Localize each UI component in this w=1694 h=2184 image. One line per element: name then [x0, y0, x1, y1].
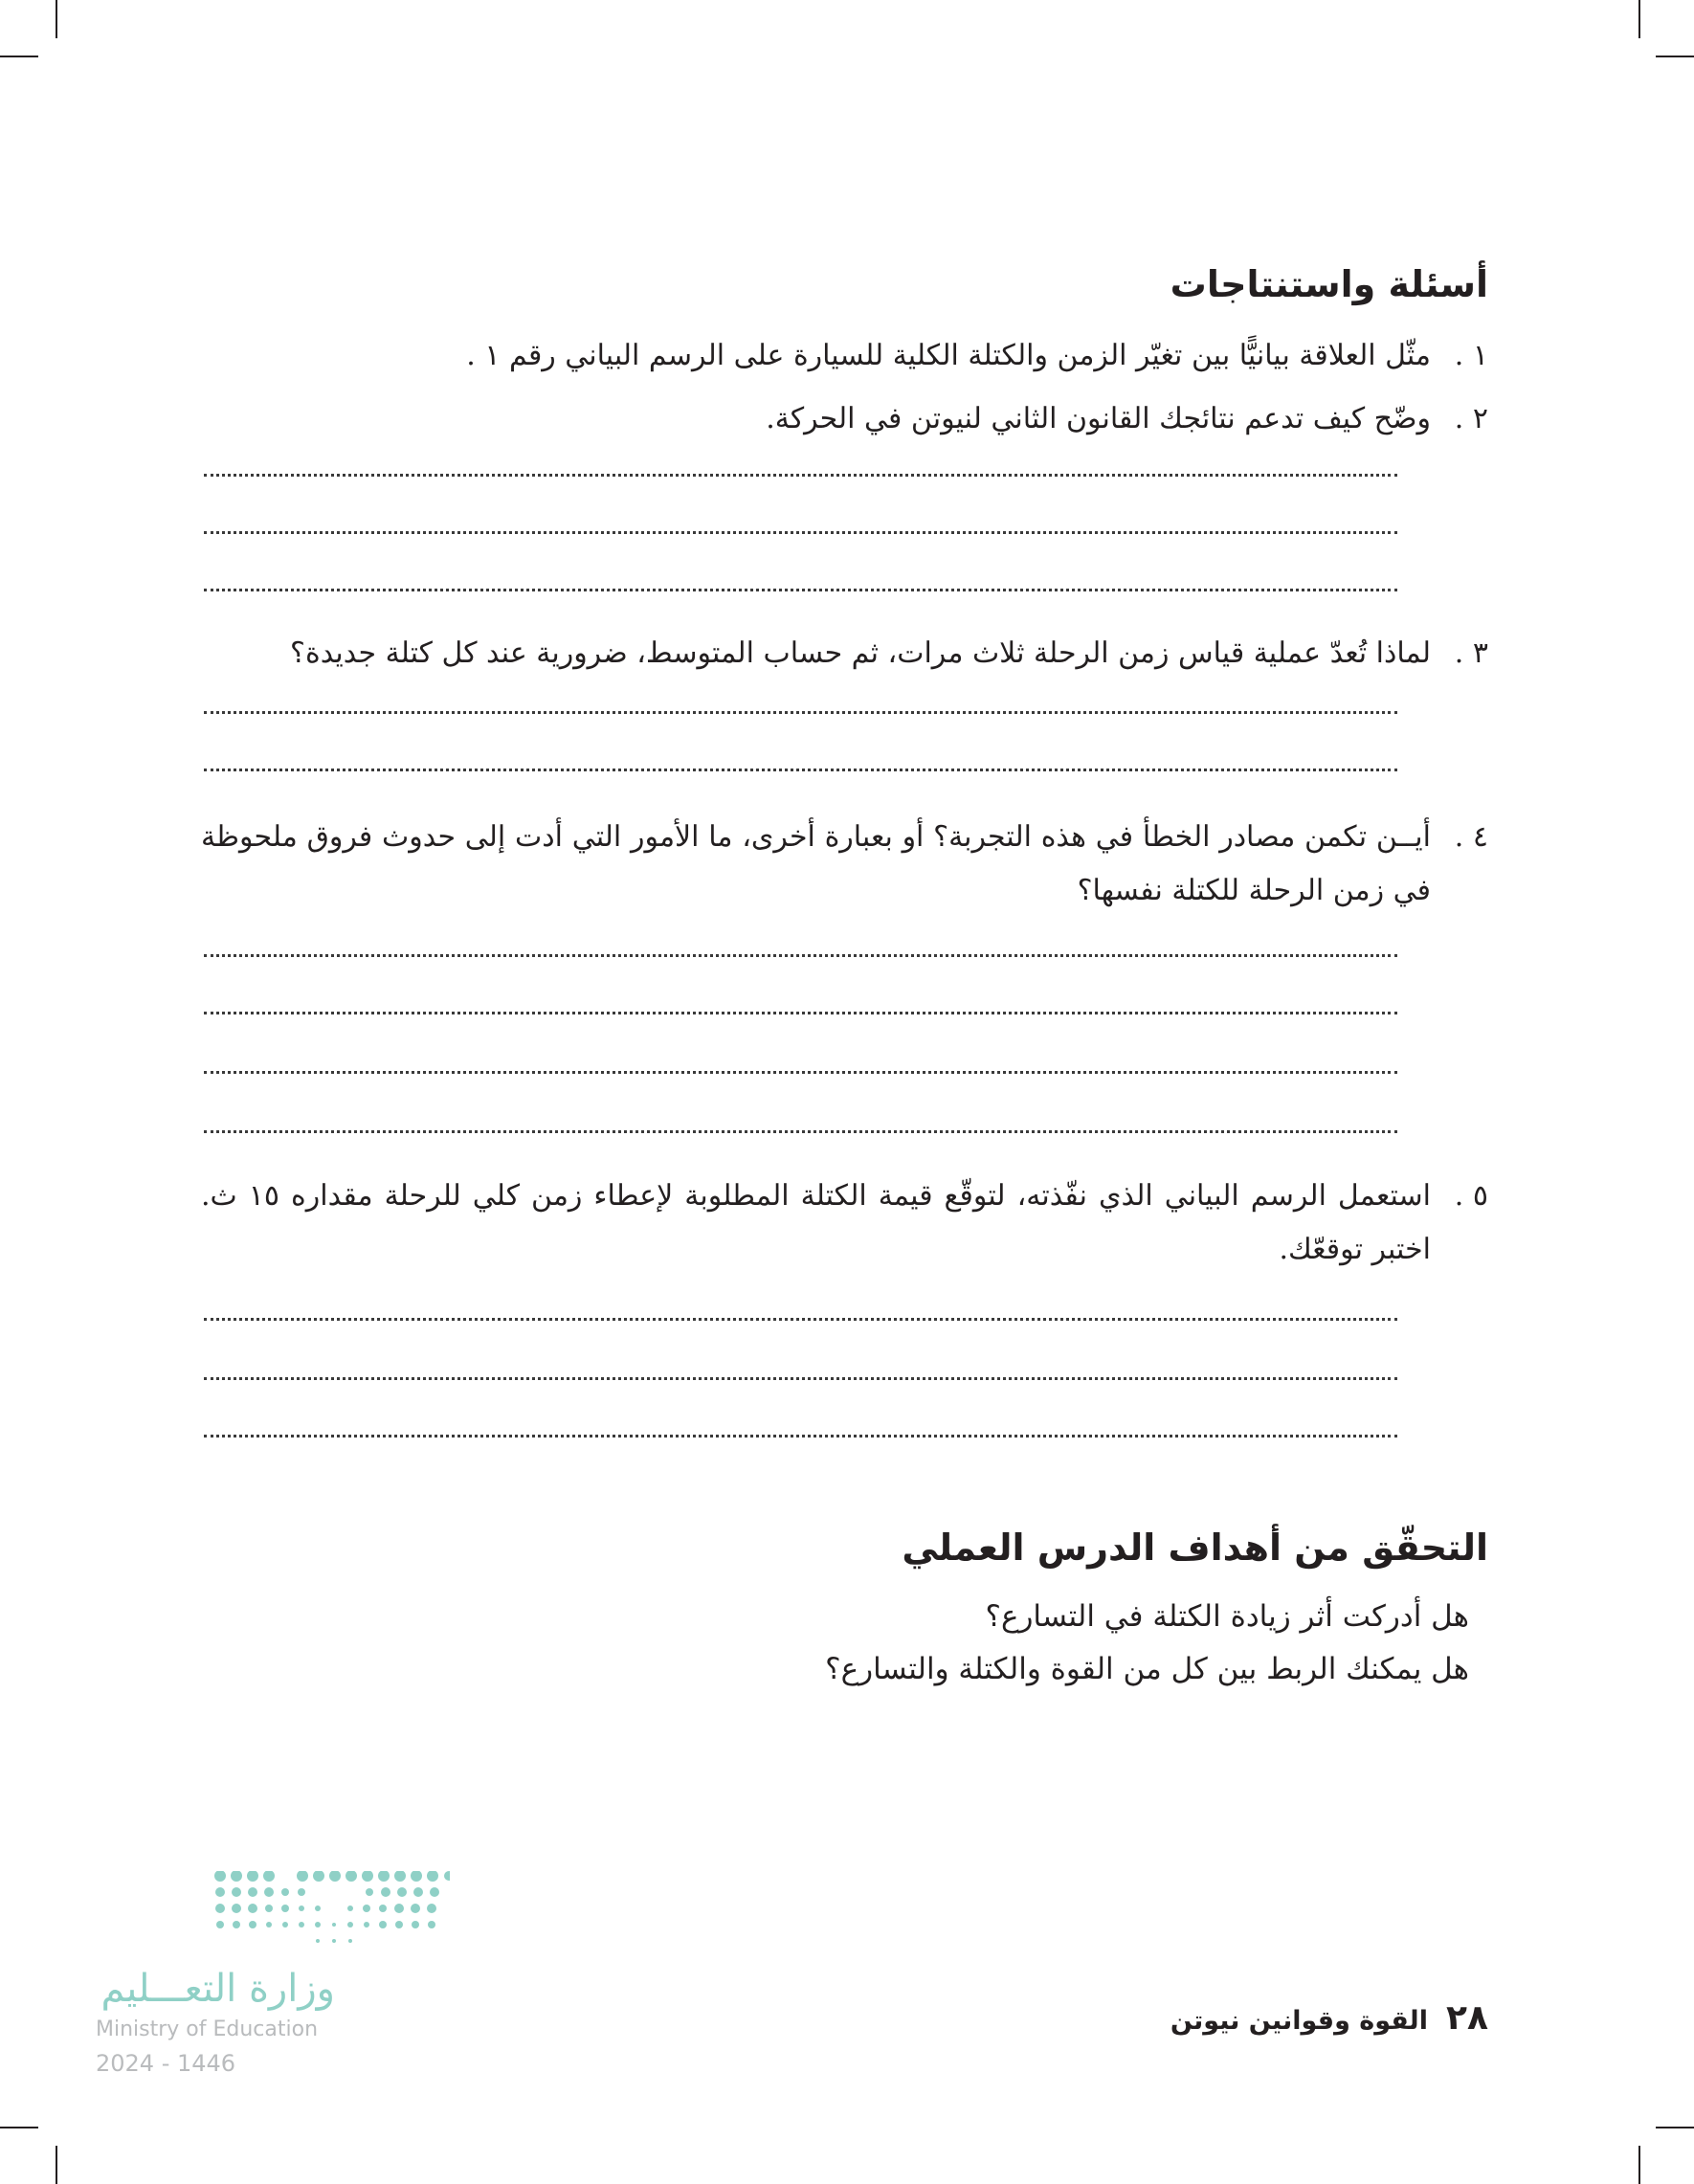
objective-check-item-1: هل أدركت أثر زيادة الكتلة في التسارع؟: [985, 1599, 1469, 1634]
question-2: [201, 392, 1488, 446]
question-text: مثّل العلاقة بيانيًّا بين تغيّر الزمن والكتلة الكلية للسيارة على الرسم البياني رقم ١ .: [466, 339, 1431, 372]
answer-line[interactable]: [204, 1435, 1397, 1437]
crop-mark-top-right-v: [1638, 0, 1640, 38]
answer-line[interactable]: [204, 1012, 1397, 1014]
question-text: استعمل الرسم البياني الذي نفّذته، لتوقّع قيمة الكتلة المطلوبة لإعطاء زمن كلي للرحلة مقداره ١٥ ث. اختبر توقعّك.: [201, 1179, 1431, 1266]
answer-line[interactable]: [204, 954, 1397, 957]
answer-line[interactable]: [204, 1130, 1397, 1133]
question-1: [201, 329, 1488, 383]
ministry-year: 2024 - 1446: [96, 2050, 236, 2077]
answer-line[interactable]: [204, 1318, 1397, 1321]
crop-mark-bottom-left-v: [56, 2146, 57, 2184]
ministry-name-arabic: وزارة التعـــليم: [100, 1967, 335, 2011]
answer-line[interactable]: [204, 531, 1397, 534]
answer-line[interactable]: [204, 474, 1397, 477]
answer-line[interactable]: [204, 1377, 1397, 1380]
question-number: ٥ .: [1454, 1179, 1488, 1213]
answer-line[interactable]: [204, 1071, 1397, 1074]
crop-mark-bottom-left-h: [0, 2127, 38, 2128]
crop-mark-top-left-v: [56, 0, 57, 38]
question-text: وضّح كيف تدعم نتائجك القانون الثاني لنيوتن في الحركة.: [766, 402, 1431, 435]
crop-mark-top-left-h: [0, 56, 38, 57]
chapter-title: القوة وقوانين نيوتن: [1170, 2006, 1428, 2036]
question-5: [201, 1170, 1488, 1277]
question-3: [201, 627, 1488, 680]
answer-line[interactable]: [204, 711, 1397, 714]
page-footer: [1170, 1998, 1488, 2038]
crop-mark-bottom-right-v: [1638, 2146, 1640, 2184]
crop-mark-bottom-right-h: [1656, 2127, 1694, 2128]
question-number: ٤ .: [1454, 820, 1488, 854]
page-number: ٢٨: [1446, 1998, 1488, 2038]
question-4: [201, 811, 1488, 918]
question-number: ٢ .: [1454, 402, 1488, 435]
answer-line[interactable]: [204, 769, 1397, 771]
answer-line[interactable]: [204, 589, 1397, 591]
crop-mark-top-right-h: [1656, 56, 1694, 57]
question-text: لماذا تُعدّ عملية قياس زمن الرحلة ثلاث مرات، ثم حساب المتوسط، ضرورية عند كل كتلة جديدة؟: [290, 636, 1431, 670]
question-number: ١ .: [1454, 339, 1488, 372]
section-heading: أسئلة واستنتاجات: [1170, 263, 1488, 305]
question-text: أيــن تكمن مصادر الخطأ في هذه التجربة؟ أو بعبارة أخرى، ما الأمور التي أدت إلى حدوث فروق ملحوظة في زمن الرحلة للكتلة نفسها؟: [201, 820, 1431, 907]
objectives-check-heading: التحقّق من أهداف الدرس العملي: [902, 1527, 1488, 1569]
objective-check-item-2: هل يمكنك الربط بين كل من القوة والكتلة والتسارع؟: [825, 1652, 1469, 1686]
question-number: ٣ .: [1454, 636, 1488, 670]
ministry-name-english: Ministry of Education: [96, 2017, 319, 2041]
